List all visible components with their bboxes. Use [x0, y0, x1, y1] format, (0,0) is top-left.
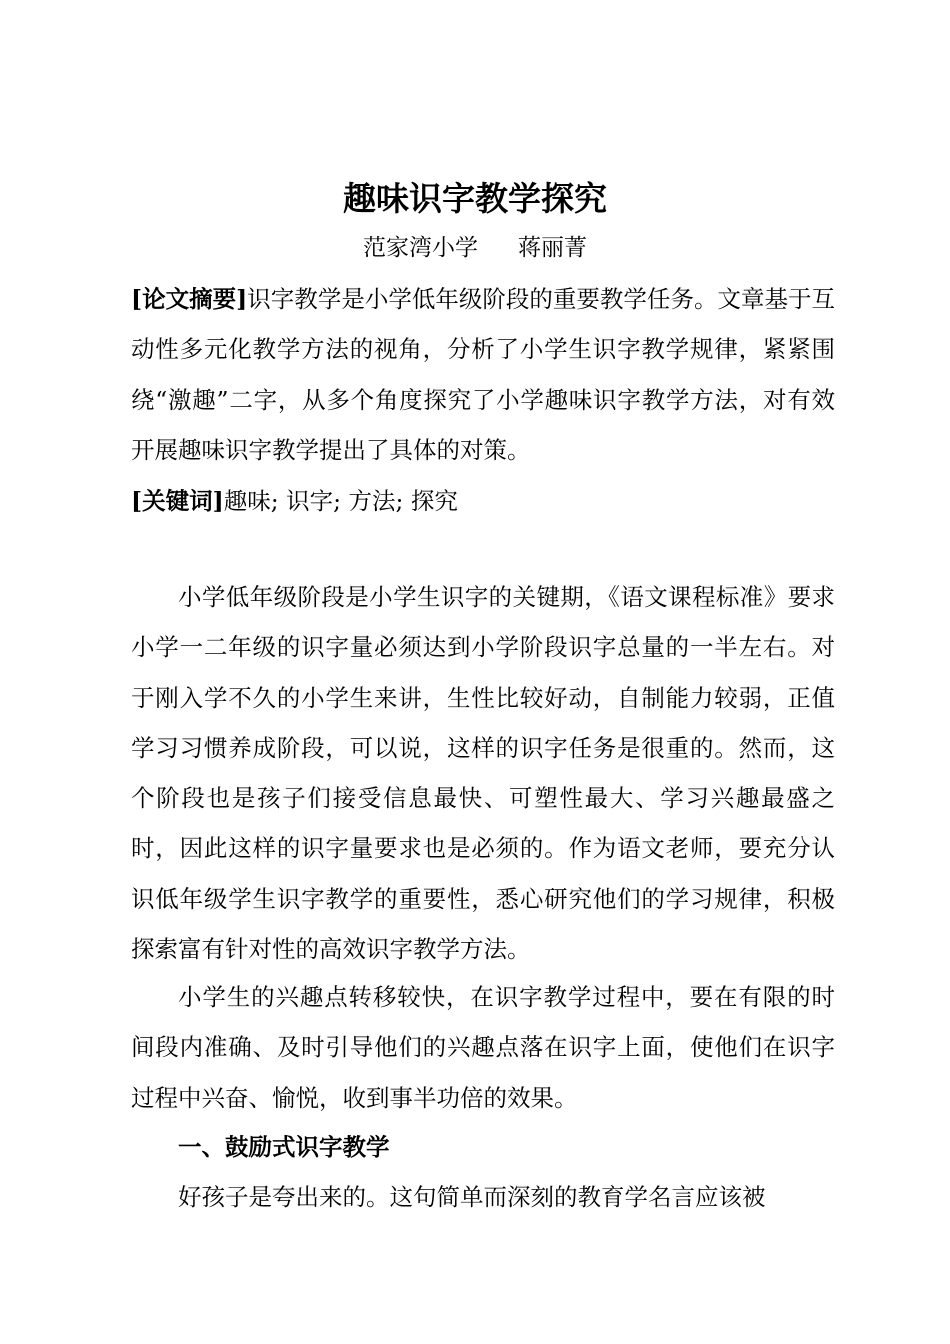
school-name: 范家湾小学 [363, 235, 478, 261]
paragraph-1: 小学低年级阶段是小学生识字的关键期，《语文课程标准》要求小学一二年级的识字量必须达到小学阶段识字总量的一半左右。对于刚入学不久的小学生来讲，生性比较好动，自制能力较弱，正值学习习惯养成阶段，可以说，这样的识字任务是很重的。然而，这个阶段也是孩子们接受信息最快、可塑性最大、学习兴趣最盛之时，因此这样的识字量要求也是必须的。作为语文老师，要充分认识低年级学生识字教学的重要性，悉心研究他们的学习规律，积极探索富有针对性的高效识字教学方法。 [131, 583, 835, 964]
abstract [131, 274, 835, 475]
keywords [131, 476, 835, 526]
paper-title: 趣味识字教学探究 [343, 179, 607, 218]
keywords-label: [关键词] [131, 487, 224, 515]
abstract-text: 识字教学是小学低年级阶段的重要教学任务。文章基于互动性多元化教学方法的视角，分析了小学生识字教学规律，紧紧围绕“激趣”二字，从多个角度探究了小学趣味识字教学方法，对有效开展趣味识字教学提出了具体的对策。 [131, 285, 835, 464]
section-heading-1: 一、鼓励式识字教学 [178, 1133, 390, 1161]
paragraph-2: 小学生的兴趣点转移较快，在识字教学过程中，要在有限的时间段内准确、及时引导他们的兴趣点落在识字上面，使他们在识字过程中兴奋、愉悦，收到事半功倍的效果。 [131, 983, 835, 1112]
paragraph-3: 好孩子是夸出来的。这句简单而深刻的教育学名言应该被 [178, 1183, 766, 1211]
author-name: 蒋丽菁 [518, 235, 587, 261]
abstract-label: [论文摘要] [131, 285, 248, 313]
keywords-text: 趣味; 识字; 方法; 探究 [223, 487, 458, 515]
author-line [0, 232, 950, 264]
